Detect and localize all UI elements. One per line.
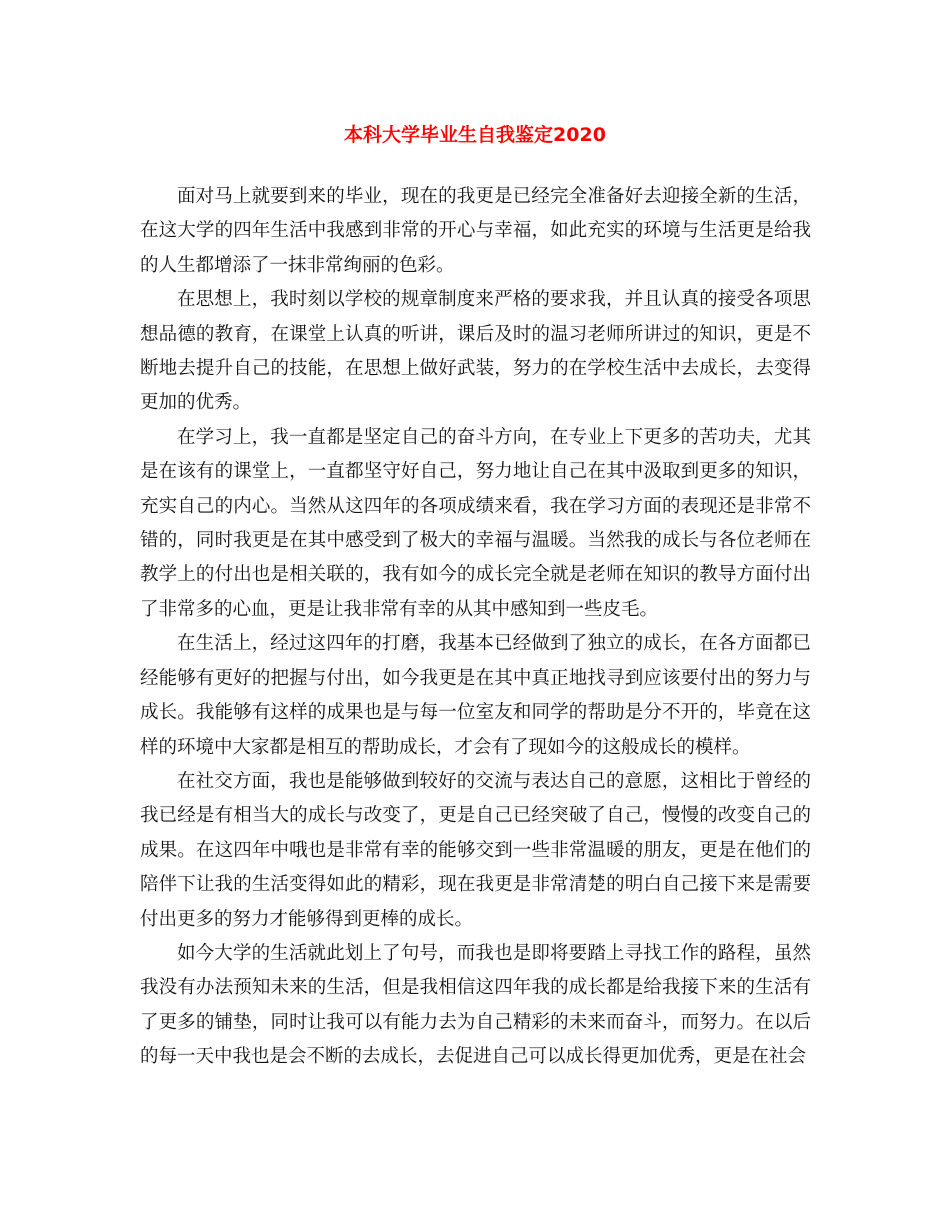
paragraph-social: 在社交方面，我也是能够做到较好的交流与表达自己的意愿，这相比于曾经的我已经是有相当大的成长与改变了，更是自己已经突破了自己，慢慢的改变自己的成果。在这四年中哦也是非常有幸的能够交到一些非常温暖的朋友，更是在他们的陪伴下让我的生活变得如此的精彩，现在我更是非常清楚的明白自己接下来是需要付出更多的努力才能够得到更棒的成长。 [140, 770, 811, 930]
paragraph-study: 在学习上，我一直都是坚定自己的奋斗方向，在专业上下更多的苦功夫，尤其是在该有的课堂上，一直都坚守好自己，努力地让自己在其中汲取到更多的知识，充实自己的内心。当然从这四年的各项成绩来看，我在学习方面的表现还是非常不错的，同时我更是在其中感受到了极大的幸福与温暖。当然我的成长与各位老师在教学上的付出也是相关联的，我有如今的成长完全就是老师在知识的教导方面付出了非常多的心血，更是让我非常有幸的从其中感知到一些皮毛。 [140, 426, 811, 620]
paragraph-future: 如今大学的生活就此划上了句号，而我也是即将要踏上寻找工作的路程，虽然我没有办法预知未来的生活，但是我相信这四年我的成长都是给我接下来的生活有了更多的铺垫，同时让我可以有能力去为自己精彩的未来而奋斗，而努力。在以后的每一天中我也是会不断的去成长，去促进自己可以成长得更加优秀，更是在社会 [140, 942, 811, 1068]
paragraph-intro: 面对马上就要到来的毕业，现在的我更是已经完全准备好去迎接全新的生活，在这大学的四年生活中我感到非常的开心与幸福，如此充实的环境与生活更是给我的人生都增添了一抹非常绚丽的色彩。 [140, 186, 811, 276]
document-body [140, 180, 811, 1075]
paragraph-thought: 在思想上，我时刻以学校的规章制度来严格的要求我，并且认真的接受各项思想品德的教育，在课堂上认真的听讲，课后及时的温习老师所讲过的知识，更是不断地去提升自己的技能，在思想上做好武装，努力的在学校生活中去成长，去变得更加的优秀。 [140, 289, 811, 414]
paragraph-life: 在生活上，经过这四年的打磨，我基本已经做到了独立的成长，在各方面都已经能够有更好的把握与付出，如今我更是在其中真正地找寻到应该要付出的努力与成长。我能够有这样的成果也是与每一位室友和同学的帮助是分不开的，毕竟在这样的环境中大家都是相互的帮助成长，才会有了现如今的这般成长的模样。 [140, 633, 811, 758]
document-title: 本科大学毕业生自我鉴定2020 [344, 124, 606, 146]
